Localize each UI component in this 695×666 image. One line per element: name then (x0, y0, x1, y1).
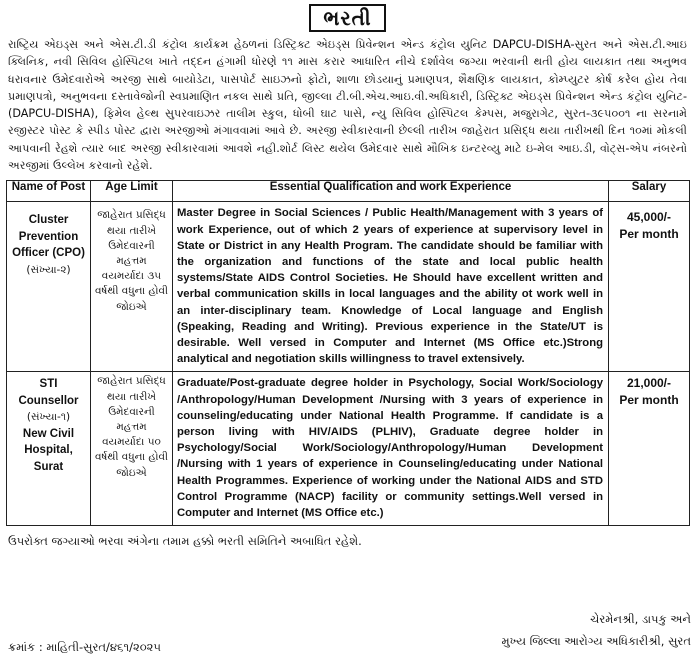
age-limit: જાહેરાત પ્રસિદ્ધ થયા તારીખે ઉમેદવારની મહત્તમ વયમર્યાદા ૫૦ વર્ષથી વધુના હોવી જોઇએ (91, 372, 173, 526)
notice-title: ભરતી (309, 4, 385, 32)
vacancy-table (6, 180, 690, 526)
signature-line-1: ચેરમેનશ્રી, ડાપકુ અને (590, 612, 691, 626)
post-location: New Civil Hospital, Surat (22, 427, 75, 473)
header-age: Age Limit (91, 181, 173, 202)
post-cell (7, 202, 91, 372)
salary-amount: 45,000/- (626, 210, 672, 225)
header-qualification: Essential Qualification and work Experience (173, 181, 609, 202)
reference-number: ક્રમાંક : માહિતી-સુરત/૪૬૧/૨૦૨૫ (8, 640, 161, 654)
post-count: (સંખ્યા-૧) (26, 411, 71, 424)
rights-note: ઉપરોક્ત જગ્યાઓ ભરવા અંગેના તમામ હક્કો ભરતી સમિતિને અબાધિત રહેશે. (8, 534, 362, 549)
notice-page (6, 4, 689, 549)
table-row (7, 372, 690, 526)
salary-cell (609, 202, 690, 372)
age-limit: જાહેરાત પ્રસિદ્ધ થયા તારીખે ઉમેદવારની મહત્તમ વયમર્યાદા ૩૫ વર્ષથી વધુના હોવી જોઇએ (91, 202, 173, 372)
header-salary: Salary (609, 181, 690, 202)
qualification-text: Graduate/Post-graduate degree holder in Psychology, Social Work/Sociology /Anthropology/Human Development /Nursing with 3 years of experience in counseling/educating under National Health Programme. If candidate is a person living with HIV/AIDS (PLHIV), Graduate degree holder in Psychology/Social Work/Sociology/Anthropology/Human Development /Nursing with 1 years of experience in Counseling/educating under National Health Programmes. Experience of working under the National AIDS and STD Control Programme (NACP) facility or community settings.Well versed in Computer and Internet (MS Office etc.) (173, 372, 609, 526)
salary-amount: 21,000/- (626, 376, 672, 391)
title-block (6, 4, 689, 34)
header-post: Name of Post (7, 181, 91, 202)
post-name: Cluster Prevention Officer (CPO) (12, 214, 85, 260)
table-row (7, 202, 690, 372)
post-cell (7, 372, 91, 526)
signature-line-2: મુખ્ય જિલ્લા આરોગ્ય અધિકારીશ્રી, સુરત (501, 634, 691, 648)
table-header-row (7, 181, 690, 202)
post-name: STI Counsellor (18, 378, 79, 407)
intro-paragraph: રાષ્ટ્રિય એઇડ્સ અને એસ.ટી.ડી કંટ્રોલ કાર્યક્રમ હેઠળનાં ડિસ્ટ્રિક્ટ એઇડ્સ પ્રિવેન્શન એન્ડ કંટ્રોલ યુનિટ DAPCU-DISHA-સુરત અને એસ.ટી.આઇ ક્લિનિક, નવી સિવિલ હોસ્પિટલ ખાતે તદ્દન હંગામી ધોરણે ૧૧ માસ કરાર આધારિત નીચે દર્શાવેલ જગ્યા ભરવાની થતી હોય લાયકાત તથા અનુભવ ધરાવનાર ઉમેદવારોએ અરજી સાથે બાયોડેટા, પાસપોર્ટ સાઇઝનો ફોટો, શાળા છોડયાનું પ્રમાણપત્ર, શૈક્ષણિક લાયકાત, કોમ્પ્યુટર કોર્ષ કરેલ હોય તેવા પ્રમાણપત્રો, અનુભવના દસ્તાવેજોની સ્વપ્રમાણિત નકલ સાથે પ્રતિ, જીલ્લા ટી.બી.એચ.આઇ.વી.અધિકારી, ડિસ્ટ્રિક્ટ એઇડ્સ પ્રિવેન્શન એન્ડ કંટ્રોલ યુનિટ- (DAPCU-DISHA), ફિમેલ હેલ્થ સુપરવાઇઝર તાલીમ સ્કુલ, ધોબી ઘાટ પાસે, ન્યુ સિવિલ હોસ્પિટલ કેમ્પસ, મજુરાગેટ, સુરત-૩૯૫૦૦૧ ના સરનામે રજીસ્ટર પોસ્ટ કે સ્પીડ પોસ્ટ દ્વારા અરજીઓ મંગાવવામાં આવે છે. અરજી સ્વીકારવાની છેલ્લી તારીખ જાહેરાત પ્રસિદ્ધ થયા તારીખથી દિન ૧૦માં મોકલી આપવાની રેહશે ત્યાર બાદ અરજી સ્વીકારવામાં આવશે નહી.શોર્ટ લિસ્ટ થયેલ ઉમેદવાર સાથે મૌખિક ઇન્ટરવ્યુ માટે ઇ-મેલ આઇ.ડી, વોટ્સ-એપ નંબરનો અરજીમાં ઉલ્લેખ કરવાનો રહેશે. (8, 38, 687, 173)
salary-unit: Per month (619, 227, 679, 242)
salary-cell (609, 372, 690, 526)
post-count: (સંખ્યા-૨) (26, 263, 71, 276)
salary-unit: Per month (619, 393, 679, 408)
qualification-text: Master Degree in Social Sciences / Public Health/Management with 3 years of work Experience, out of which 2 years of experience at supervisory level in State or District in any Health Program. The candidate should be familiar with the organization and functions of the state and local public health systems/State AIDS Control Societies. He Should have excellent written and verbal communication skills in local languages and the ability ot work well in an inter-disciplinary team. Knowledge of Local language and English (Speaking, Reading and Writing). Previous experience in the State/UT is desirable. Well versed in Computer and Internet (MS Office etc.)Strong analytical and negotiation skills willingness to travel extensively. (173, 202, 609, 372)
